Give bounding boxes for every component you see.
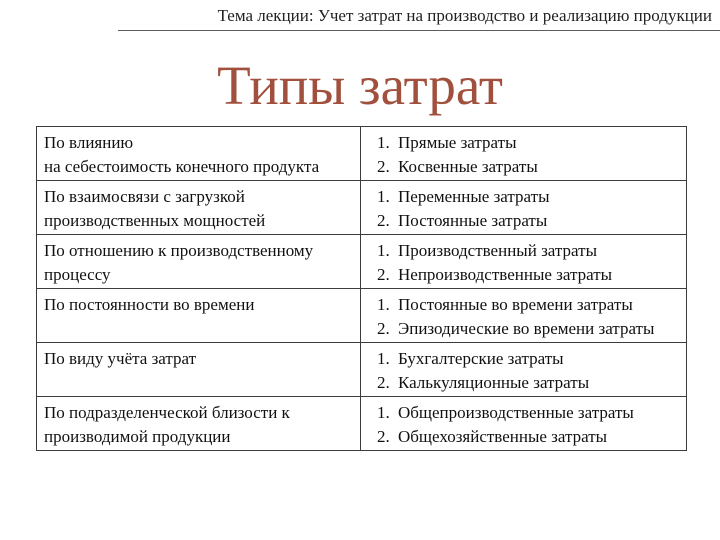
- list-item: 1. Общепроизводственные затраты: [394, 401, 680, 425]
- types-cell: [361, 181, 687, 235]
- list-item: 2. Калькуляционные затраты: [394, 371, 680, 395]
- list-item: 1. Постоянные во времени затраты: [394, 293, 680, 317]
- criterion-cell: По отношению к производственному процессу: [37, 235, 361, 289]
- table-row: [37, 127, 687, 181]
- list-item: 1. Переменные затраты: [394, 185, 680, 209]
- criterion-cell: По виду учёта затрат: [37, 343, 361, 397]
- types-list: [368, 293, 680, 341]
- table-row: [37, 181, 687, 235]
- types-cell: [361, 289, 687, 343]
- criterion-cell: По взаимосвязи с загрузкой производственных мощностей: [37, 181, 361, 235]
- types-cell: [361, 127, 687, 181]
- types-list: [368, 347, 680, 395]
- list-item: 2. Постоянные затраты: [394, 209, 680, 233]
- cost-types-table: [36, 126, 687, 451]
- table-row: [37, 397, 687, 451]
- list-item: 2. Общехозяйственные затраты: [394, 425, 680, 449]
- list-item: 2. Косвенные затраты: [394, 155, 680, 179]
- criterion-cell: По подразделенческой близости к производимой продукции: [37, 397, 361, 451]
- table-row: [37, 235, 687, 289]
- types-cell: [361, 235, 687, 289]
- list-item: 1. Прямые затраты: [394, 131, 680, 155]
- list-item: 2. Эпизодические во времени затраты: [394, 317, 680, 341]
- table-row: [37, 289, 687, 343]
- slide-title: Типы затрат: [217, 55, 503, 116]
- types-cell: [361, 343, 687, 397]
- criterion-cell: По постоянности во времени: [37, 289, 361, 343]
- types-list: [368, 185, 680, 233]
- lecture-topic: Тема лекции: Учет затрат на производство и реализацию продукции: [217, 6, 712, 25]
- table-row: [37, 343, 687, 397]
- types-list: [368, 401, 680, 449]
- header-bar: [118, 0, 720, 31]
- list-item: 1. Производственный затраты: [394, 239, 680, 263]
- criterion-cell: По влиянию на себестоимость конечного продукта: [37, 127, 361, 181]
- types-cell: [361, 397, 687, 451]
- list-item: 1. Бухгалтерские затраты: [394, 347, 680, 371]
- types-list: [368, 239, 680, 287]
- types-list: [368, 131, 680, 179]
- list-item: 2. Непроизводственные затраты: [394, 263, 680, 287]
